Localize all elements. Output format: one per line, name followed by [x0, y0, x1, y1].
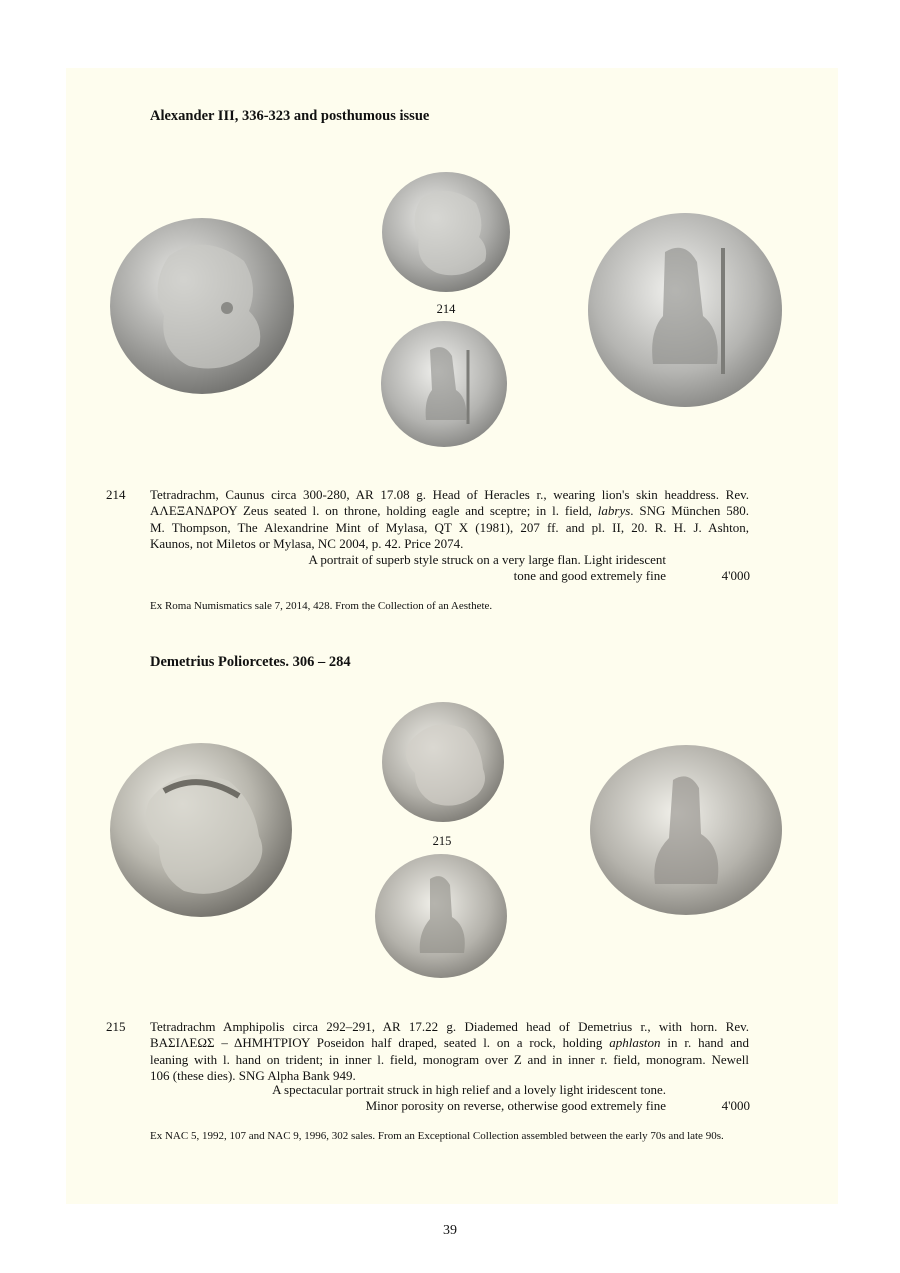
section-title: Demetrius Poliorcetes. 306 – 284: [150, 654, 351, 670]
section-title: Alexander III, 336-323 and posthumous issue: [150, 108, 430, 124]
desc-line: Tetradrachm, Caunus circa 300-280, AR 17.08 g. Head of Heracles r., wearing lion's skin headdress. Rev.: [150, 487, 749, 502]
provenance: Ex NAC 5, 1992, 107 and NAC 9, 1996, 302 sales. From an Exceptional Collection assembled between the early 70s and late 90s.: [150, 1130, 724, 1142]
coin-obverse-large: [109, 741, 294, 919]
lot-number: 215: [106, 1019, 126, 1034]
plate-number: 215: [432, 834, 452, 848]
comment-line: A portrait of superb style struck on a very large flan. Light iridescent: [308, 552, 666, 567]
coin-reverse-small: [380, 320, 508, 448]
lot-description: [150, 1019, 749, 1085]
desc-text: . SNG München 580.: [630, 503, 749, 519]
desc-text: ΒΑΣΙΛΕΩΣ – ΔΗΜΗΤΡΙΟΥ Poseidon half draped, seated l. on a rock, holding: [150, 1035, 610, 1051]
desc-line: Kaunos, not Miletos or Mylasa, NC 2004, p. 42. Price 2074.: [150, 536, 464, 552]
coin-reverse-small: [374, 853, 508, 979]
coin-obverse-large: [109, 216, 295, 396]
desc-text: in r. hand and: [660, 1035, 749, 1051]
coin-reverse-large: [589, 744, 784, 917]
coin-obverse-small: [381, 171, 511, 293]
lot-number: 214: [106, 487, 126, 502]
price: 4'000: [721, 568, 750, 583]
coin-obverse-small: [381, 701, 505, 824]
comment-line: A spectacular portrait struck in high relief and a lovely light iridescent tone.: [272, 1082, 666, 1097]
desc-line: [150, 1035, 749, 1051]
page-number: 39: [443, 1223, 457, 1238]
desc-line: leaning with l. hand on trident; in inner l. field, monogram over Z and in inner r. field, monogram. Newell: [150, 1051, 749, 1067]
plate-number: 214: [436, 302, 456, 316]
lot-description: [150, 487, 749, 553]
desc-italic: labrys: [597, 503, 631, 519]
comment-line: tone and good extremely fine: [513, 568, 666, 583]
desc-line: 106 (these dies). SNG Alpha Bank 949.: [150, 1068, 356, 1084]
comment-line: Minor porosity on reverse, otherwise good extremely fine: [365, 1098, 666, 1113]
price: 4'000: [721, 1098, 750, 1113]
desc-italic: aphlaston: [609, 1035, 661, 1051]
provenance: Ex Roma Numismatics sale 7, 2014, 428. From the Collection of an Aesthete.: [150, 600, 493, 612]
coin-reverse-large: [587, 212, 784, 408]
desc-line: [150, 503, 749, 519]
desc-text: ΑΛΕΞΑΝΔΡΟΥ Zeus seated l. on throne, holding eagle and sceptre; in l. field,: [150, 503, 598, 519]
desc-line: Tetradrachm Amphipolis circa 292–291, AR 17.22 g. Diademed head of Demetrius r., with horn. Rev.: [150, 1019, 749, 1034]
desc-line: M. Thompson, The Alexandrine Mint of Mylasa, QT X (1981), 207 ff. and pl. II, 20. R. H. J. Ashton,: [150, 519, 749, 535]
